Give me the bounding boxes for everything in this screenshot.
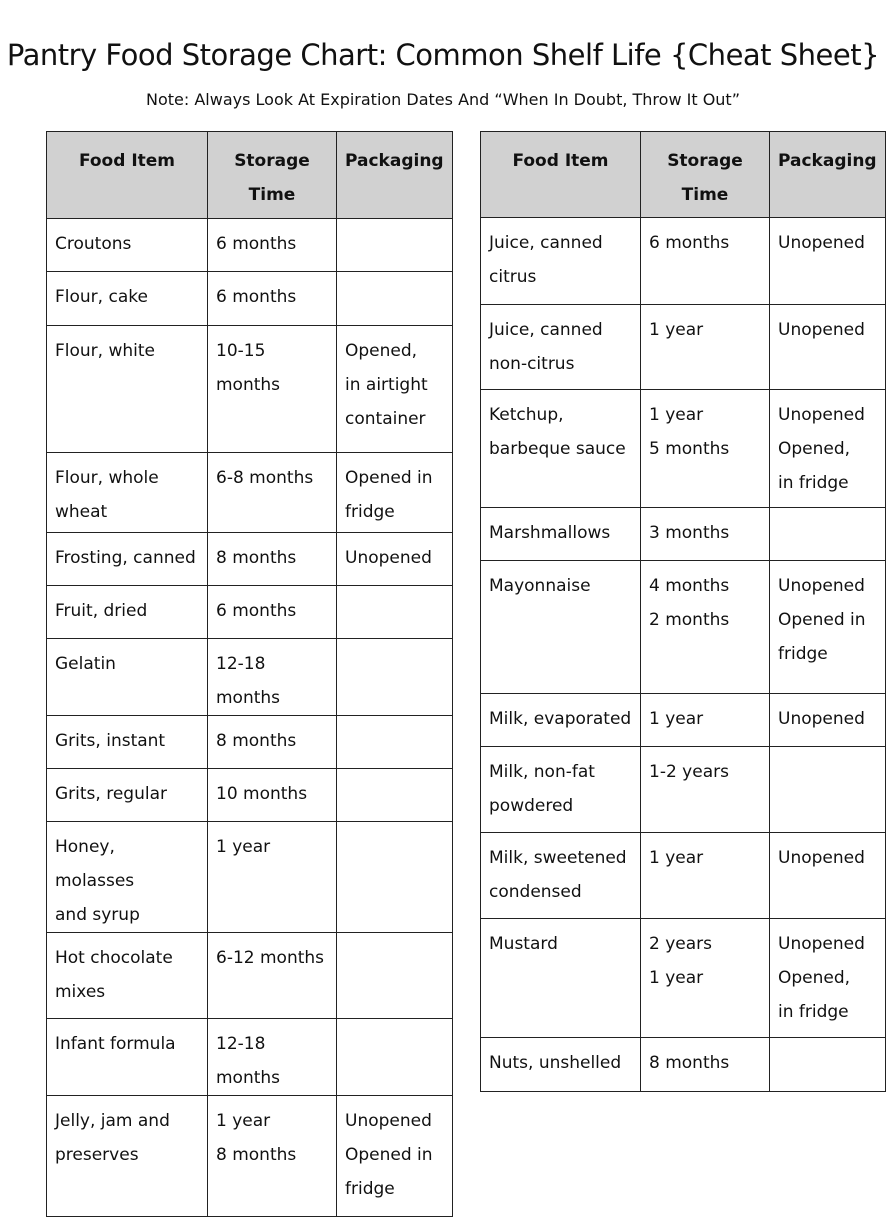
table-header-row <box>47 132 453 219</box>
table-row <box>481 833 886 919</box>
table-row <box>47 639 453 716</box>
storage-time-cell: 6-8 months <box>208 453 337 533</box>
table-row <box>481 390 886 508</box>
storage-time-cell: 1 year <box>208 822 337 933</box>
table-row <box>481 305 886 390</box>
page-subtitle: Note: Always Look At Expiration Dates And “When In Doubt, Throw It Out” <box>146 90 740 109</box>
food-item-cell: Milk, non-fat powdered <box>481 747 641 833</box>
storage-time-cell: 10 months <box>208 769 337 822</box>
table-row <box>481 1038 886 1092</box>
food-item-cell: Hot chocolate mixes <box>47 933 208 1019</box>
left-storage-table <box>46 131 453 1217</box>
storage-time-cell: 2 years 1 year <box>641 919 770 1038</box>
right-table-body <box>481 218 886 1092</box>
packaging-cell <box>770 508 886 561</box>
food-item-cell: Flour, cake <box>47 272 208 326</box>
packaging-cell <box>337 769 453 822</box>
left-table-body <box>47 219 453 1217</box>
packaging-cell: Unopened <box>770 833 886 919</box>
storage-time-cell: 6 months <box>208 219 337 272</box>
storage-time-header: Storage Time <box>641 132 770 218</box>
storage-time-cell: 8 months <box>208 716 337 769</box>
food-item-cell: Jelly, jam and preserves <box>47 1096 208 1217</box>
packaging-cell: Opened, in airtight container <box>337 326 453 453</box>
table-row <box>47 1019 453 1096</box>
food-item-cell: Milk, evaporated <box>481 694 641 747</box>
food-item-cell: Mustard <box>481 919 641 1038</box>
table-header-row <box>481 132 886 218</box>
page-title: Pantry Food Storage Chart: Common Shelf Life {Cheat Sheet} <box>6 38 880 72</box>
food-item-cell: Ketchup, barbeque sauce <box>481 390 641 508</box>
table-row <box>47 219 453 272</box>
storage-time-cell: 1 year <box>641 305 770 390</box>
table-row <box>47 586 453 639</box>
food-item-cell: Frosting, canned <box>47 533 208 586</box>
storage-time-cell: 6 months <box>208 272 337 326</box>
table-row <box>481 218 886 305</box>
food-item-cell: Croutons <box>47 219 208 272</box>
table-row <box>481 919 886 1038</box>
storage-time-cell: 12-18 months <box>208 639 337 716</box>
table-row <box>47 533 453 586</box>
food-item-cell: Flour, white <box>47 326 208 453</box>
packaging-cell <box>337 933 453 1019</box>
table-row <box>47 769 453 822</box>
food-item-header: Food Item <box>481 132 641 218</box>
table-row <box>47 272 453 326</box>
food-item-cell: Mayonnaise <box>481 561 641 694</box>
table-row <box>481 508 886 561</box>
storage-time-cell: 1-2 years <box>641 747 770 833</box>
table-row <box>47 716 453 769</box>
storage-time-cell: 1 year 5 months <box>641 390 770 508</box>
food-item-cell: Gelatin <box>47 639 208 716</box>
table-row <box>481 747 886 833</box>
storage-time-cell: 4 months 2 months <box>641 561 770 694</box>
food-item-cell: Marshmallows <box>481 508 641 561</box>
table-row <box>481 694 886 747</box>
food-item-cell: Milk, sweetened condensed <box>481 833 641 919</box>
food-item-cell: Nuts, unshelled <box>481 1038 641 1092</box>
packaging-cell: Unopened <box>770 694 886 747</box>
storage-time-cell: 8 months <box>208 533 337 586</box>
packaging-cell: Opened in fridge <box>337 453 453 533</box>
packaging-cell <box>770 1038 886 1092</box>
storage-time-cell: 6-12 months <box>208 933 337 1019</box>
packaging-header: Packaging <box>337 132 453 219</box>
food-item-cell: Grits, regular <box>47 769 208 822</box>
storage-time-header: Storage Time <box>208 132 337 219</box>
packaging-cell <box>337 1019 453 1096</box>
packaging-cell <box>337 639 453 716</box>
table-row <box>481 561 886 694</box>
packaging-cell: Unopened <box>770 305 886 390</box>
packaging-cell: Unopened <box>337 533 453 586</box>
packaging-header: Packaging <box>770 132 886 218</box>
storage-time-cell: 12-18 months <box>208 1019 337 1096</box>
packaging-cell <box>337 822 453 933</box>
packaging-cell <box>337 716 453 769</box>
table-row <box>47 1096 453 1217</box>
storage-time-cell: 6 months <box>208 586 337 639</box>
packaging-cell: Unopened Opened, in fridge <box>770 390 886 508</box>
packaging-cell <box>337 586 453 639</box>
storage-time-cell: 1 year 8 months <box>208 1096 337 1217</box>
food-item-cell: Fruit, dried <box>47 586 208 639</box>
storage-time-cell: 1 year <box>641 694 770 747</box>
table-row <box>47 326 453 453</box>
food-item-cell: Grits, instant <box>47 716 208 769</box>
food-item-cell: Infant formula <box>47 1019 208 1096</box>
packaging-cell: Unopened <box>770 218 886 305</box>
table-row <box>47 453 453 533</box>
food-item-cell: Juice, canned non-citrus <box>481 305 641 390</box>
packaging-cell <box>770 747 886 833</box>
food-item-cell: Honey, molasses and syrup <box>47 822 208 933</box>
table-row <box>47 933 453 1019</box>
packaging-cell: Unopened Opened, in fridge <box>770 919 886 1038</box>
storage-time-cell: 1 year <box>641 833 770 919</box>
food-item-cell: Flour, whole wheat <box>47 453 208 533</box>
right-storage-table <box>480 131 886 1092</box>
food-item-cell: Juice, canned citrus <box>481 218 641 305</box>
packaging-cell: Unopened Opened in fridge <box>337 1096 453 1217</box>
storage-time-cell: 6 months <box>641 218 770 305</box>
storage-time-cell: 3 months <box>641 508 770 561</box>
storage-time-cell: 8 months <box>641 1038 770 1092</box>
packaging-cell: Unopened Opened in fridge <box>770 561 886 694</box>
table-row <box>47 822 453 933</box>
packaging-cell <box>337 272 453 326</box>
storage-time-cell: 10-15 months <box>208 326 337 453</box>
food-item-header: Food Item <box>47 132 208 219</box>
packaging-cell <box>337 219 453 272</box>
